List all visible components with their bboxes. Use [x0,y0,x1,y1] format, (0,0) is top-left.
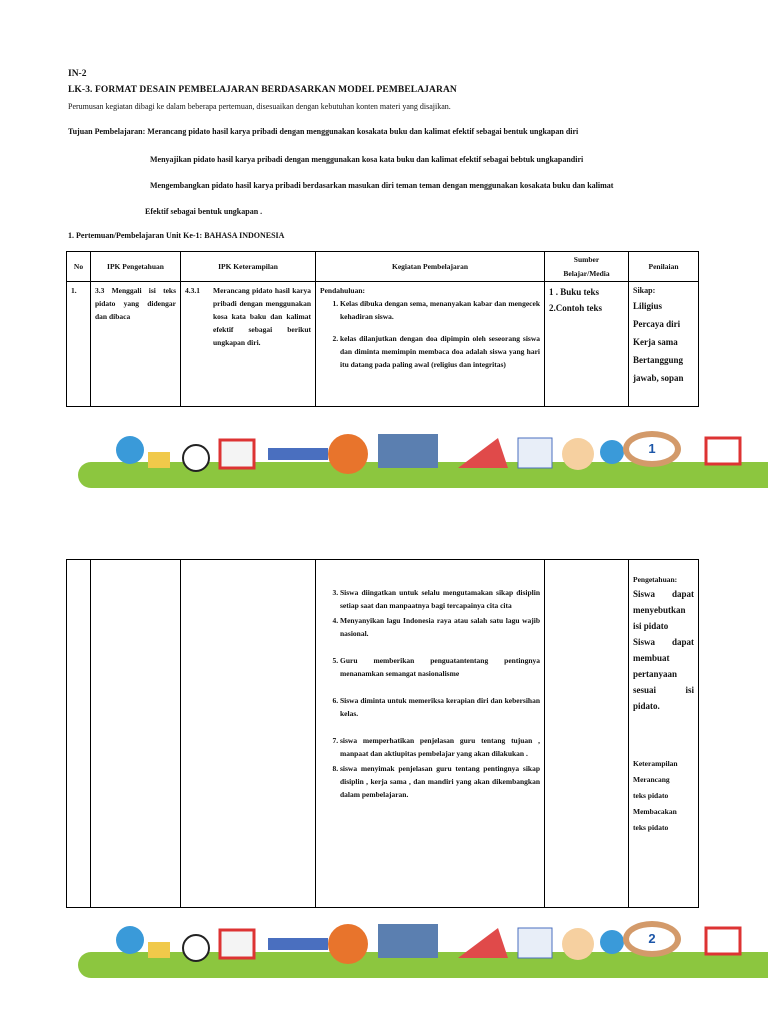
list-item: 1. Kelas dibuka dengan sema, menanyakan kabar dan mengecek kehadiran siswa. [340,297,544,323]
notebook-icon [518,438,552,468]
kegiatan-list [316,586,544,801]
cell-penilaian [629,560,699,908]
keyboard-icon [268,938,328,950]
basketball-icon [328,434,368,474]
cell-ipk-pengetahuan [91,282,181,407]
lesson-table-page-2 [66,559,699,908]
header-ipk-pengetahuan: IPK Pengetahuan [91,252,181,282]
soccer-ball-icon [183,445,209,471]
header-ipk-keterampilan: IPK Keterampilan [181,252,316,282]
learning-goal-4: Efektif sebagai bentuk ungkapan . [145,207,263,216]
easel-icon [220,440,254,468]
header-sumber-line-2: Belajar/Media [563,268,610,278]
book-icon [148,452,170,468]
list-item: 5. Guru memberikan penguatantentang pentingnya menanamkan semangat nasionalisme [340,654,544,680]
penilaian-keterampilan-title: Keterampilan [633,759,678,768]
penilaian-item: Membacakan [633,807,677,816]
sumber-item-2: 2.Contoh teks [549,303,603,313]
document-subtitle: Perumusan kegiatan dibagi ke dalam beberapa pertemuan, disesuaikan dengan kebutuhan konten materi yang disajikan. [68,102,451,111]
cell-ipk-keterampilan [181,560,316,908]
sumber-item-1: 1 . Buku teks [549,287,600,297]
keyboard-icon [268,448,328,460]
penilaian-item: Bertanggung [633,355,684,365]
cell-no [67,560,91,908]
list-item: 8. siswa menyimak penjelasan guru tentang pentingnya sikap disiplin , kerja sama , dan mandiri yang akan dikembangkan dalam pembelajaran. [340,762,544,801]
painting-icon [698,924,758,964]
page-number-badge: 1 [623,431,681,467]
globe-icon [116,436,144,464]
penilaian-list [629,282,698,389]
row-number: 1. [71,286,77,295]
document-code: IN-2 [68,69,87,79]
list-item: 6. Siswa diminta untuk memeriksa kerapian diri dan kebersihan kelas. [340,694,544,720]
kegiatan-list [316,297,544,371]
ipk-pengetahuan-text: 3.3 Menggali isi teks pidato yang didengar dan dibaca [95,286,176,321]
globe-icon-2 [600,930,624,954]
learning-goal-2: Menyajikan pidato hasil karya pribadi dengan menggunakan kosa kata buku dan kalimat efektif sebagai bebtuk ungkapandiri [150,155,584,164]
penilaian-item: teks pidato [633,791,669,800]
kegiatan-title: Pendahuluan: [320,286,366,295]
penilaian-title: Pengetahuan: [633,575,678,584]
cell-ipk-keterampilan [181,282,316,407]
header-sumber-line-1: Sumber [573,254,600,264]
list-item: 4. Menyanyikan lagu Indonesia raya atau salah satu lagu wajib nasional. [340,614,544,640]
table-row [67,282,699,407]
triangle-ruler-icon [458,438,508,468]
decorative-banner-page-2 [78,914,768,978]
basketball-icon [328,924,368,964]
header-kegiatan: Kegiatan Pembelajaran [316,252,545,282]
laptop-icon [378,924,438,958]
penilaian-item: Liligius [633,301,663,311]
penilaian-pengetahuan-1: Siswa dapat menyebutkan isi pidato [633,589,694,631]
cell-kegiatan [316,560,545,908]
header-no: No [67,252,91,282]
penilaian-item: Sikap: [633,286,656,295]
page-number-badge: 2 [623,921,681,957]
penilaian-item: teks pidato [633,823,669,832]
meeting-heading: 1. Pertemuan/Pembelajaran Unit Ke-1: BAHASA INDONESIA [68,231,285,240]
list-item: 3. Siswa diingatkan untuk selalu mengutamakan sikap disiplin setiap saat dan manpaatnya bagi tercapainya cita cita [340,586,544,612]
globe-icon [116,926,144,954]
cell-penilaian [629,282,699,407]
list-item: 2. kelas dilanjutkan dengan doa dipimpin oleh seseorang siswa dan diminta memimpin membaca doa adalah siswa yang hari itu datang pada paling awal (religius dan integritas) [340,332,544,371]
palette-icon [562,438,594,470]
document-title: LK-3. FORMAT DESAIN PEMBELAJARAN BERDASARKAN MODEL PEMBELAJARAN [68,85,457,95]
list-item: 7. siswa memperhatikan penjelasan guru tentang tujuan , manpaat dan aktiupitas pembelajar yang akan dilakukan . [340,734,544,760]
table-header-row [67,252,699,282]
notebook-icon [518,928,552,958]
ipk-keterampilan-text: Merancang pidato hasil karya pribadi dengan menggunakan kosa kata baku dan kalimat efektif sebagai berikut ungkapan diri. [213,286,311,347]
book-icon [148,942,170,958]
cell-no [67,282,91,407]
cell-sumber [545,282,629,407]
globe-icon-2 [600,440,624,464]
learning-goal-1: Tujuan Pembelajaran: Merancang pidato hasil karya pribadi dengan menggunakan kosakata buku dan kalimat efektif sebagai bentuk ungkapan diri [68,127,579,136]
laptop-icon [378,434,438,468]
lesson-table-page-1 [66,251,699,407]
cell-ipk-pengetahuan [91,560,181,908]
penilaian-item: Merancang [633,775,670,784]
cell-sumber [545,560,629,908]
penilaian-item: jawab, sopan [633,373,684,383]
table-row [67,560,699,908]
palette-icon [562,928,594,960]
easel-icon [220,930,254,958]
cell-kegiatan [316,282,545,407]
decorative-banner-page-1 [78,424,768,488]
penilaian-pengetahuan-2: Siswa dapat membuat pertanyaan sesuai isi pidato. [633,637,694,711]
painting-icon [698,434,758,474]
penilaian-item: Percaya diri [633,319,681,329]
triangle-ruler-icon [458,928,508,958]
header-penilaian: Penilaian [629,252,699,282]
ipk-keterampilan-number: 4.3.1 [185,286,200,295]
soccer-ball-icon [183,935,209,961]
header-sumber [545,252,629,282]
penilaian-item: Kerja sama [633,337,678,347]
learning-goal-3: Mengembangkan pidato hasil karya pribadi berdasarkan masukan diri teman teman dengan menggunakan kosakata buku dan kalimat [150,181,614,190]
